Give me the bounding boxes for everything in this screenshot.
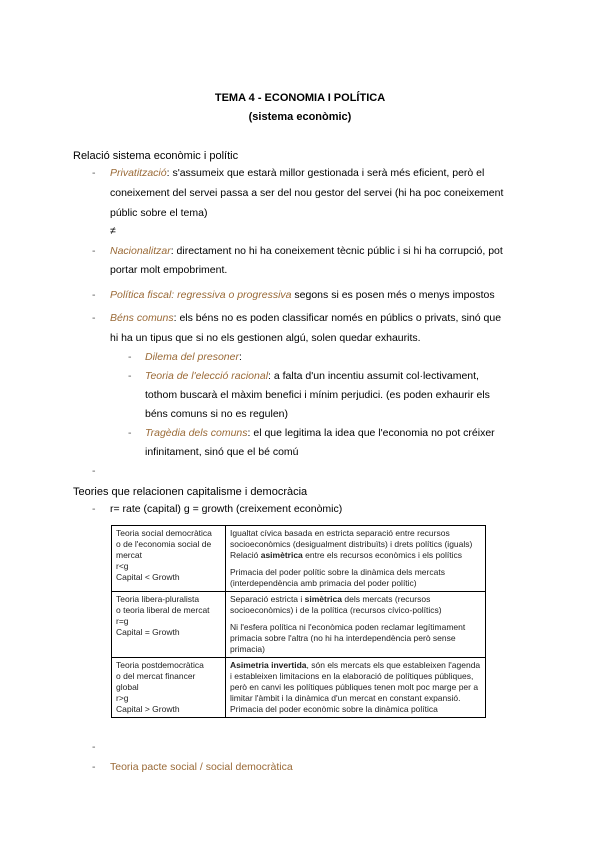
table-cell-theory bbox=[112, 592, 226, 658]
table-cell-description bbox=[226, 526, 486, 592]
sub-bullet-dash: - bbox=[128, 351, 132, 363]
table-row bbox=[112, 592, 486, 658]
term-politica-fiscal: Política fiscal: regressiva o progressiva bbox=[110, 289, 292, 301]
cell-text: dels mercats (recursos socioeconòmics) i de la política (recursos cívico-polítics) bbox=[230, 594, 442, 615]
page-title: TEMA 4 - ECONOMIA I POLÍTICA bbox=[214, 92, 386, 104]
cell-paragraph bbox=[230, 660, 481, 704]
cell-line: r<g bbox=[116, 561, 129, 571]
table-row bbox=[112, 658, 486, 718]
cell-line: o de l'economia social de bbox=[116, 539, 212, 549]
item-text-line: coneixement del servei passa a ser del nou gestor del servei (hi ha poc coneixement bbox=[110, 187, 504, 199]
list-item-privatitzacio bbox=[110, 163, 484, 183]
cell-paragraph: Ni l'esfera política ni l'econòmica poden reclamar legítimament primacia sobre l'altra (no hi ha interdependència però sense primacia) bbox=[230, 622, 466, 654]
cell-line: o teoria liberal de mercat bbox=[116, 605, 210, 615]
item-text: : el que legitima la idea que l'economia no pot créixer bbox=[247, 427, 495, 439]
cell-line: Teoria libera-pluralista bbox=[116, 594, 200, 604]
section-heading-teories: Teories que relacionen capitalisme i democràcia bbox=[73, 486, 308, 498]
term-dilema-presoner: Dilema del presoner bbox=[145, 351, 239, 363]
bullet-dash-empty: - bbox=[92, 465, 96, 477]
item-text: : a falta d'un incentiu assumit col·lectivament, bbox=[268, 370, 479, 382]
list-item-pacte-social: Teoria pacte social / social democràtica bbox=[110, 761, 293, 773]
list-item-nacionalitzar bbox=[110, 241, 503, 261]
item-text: : s'assumeix que estarà millor gestionada i serà més eficient, però el bbox=[166, 167, 485, 179]
cell-paragraph: Primacia del poder econòmic sobre la dinàmica política bbox=[230, 704, 438, 714]
cell-line: o del mercat financer bbox=[116, 671, 196, 681]
bullet-dash: - bbox=[92, 503, 96, 515]
cell-line: r>g bbox=[116, 693, 129, 703]
cell-line: r=g bbox=[116, 616, 129, 626]
cell-paragraph: Primacia del poder polític sobre la dinàmica dels mercats (interdependència amb primacia del poder polític) bbox=[230, 567, 445, 588]
bullet-dash: - bbox=[92, 741, 96, 753]
item-text-line: hi ha un tipus que si no els gestionen algú, solen quedar exhaurits. bbox=[110, 332, 421, 344]
cell-line: mercat bbox=[116, 550, 142, 560]
cell-text: Separació estricta i bbox=[230, 594, 305, 604]
item-text-line: portar molt empobriment. bbox=[110, 264, 228, 276]
table-cell-theory bbox=[112, 658, 226, 718]
term-nacionalitzar: Nacionalitzar bbox=[110, 245, 171, 257]
term-eleccio-racional: Teoria de l'elecció racional bbox=[145, 370, 269, 382]
table-cell-description bbox=[226, 592, 486, 658]
cell-line: Teoria social democràtica bbox=[116, 528, 212, 538]
item-text-line: tothom buscarà el màxim benefici i mínim perjudici. (es poden exhaurir els bbox=[145, 389, 490, 401]
item-text-line: béns comuns si no es regulen) bbox=[145, 408, 288, 420]
bullet-dash: - bbox=[92, 167, 96, 179]
list-item-politica-fiscal bbox=[110, 285, 495, 305]
table-cell-description bbox=[226, 658, 486, 718]
cell-text-bold: asimètrica bbox=[260, 550, 303, 560]
sub-bullet-dash: - bbox=[128, 427, 132, 439]
cell-line: global bbox=[116, 682, 139, 692]
cell-line: Capital < Growth bbox=[116, 572, 180, 582]
formula-line: r= rate (capital) g = growth (creixement econòmic) bbox=[110, 503, 343, 515]
sub-item-tragedia bbox=[145, 423, 495, 443]
cell-line: Capital > Growth bbox=[116, 704, 180, 714]
item-text-line: infinitament, sinó que el bé comú bbox=[145, 446, 299, 458]
bullet-dash: - bbox=[92, 245, 96, 257]
list-item-bens-comuns bbox=[110, 308, 501, 328]
cell-text: entre els recursos econòmics i els polítics bbox=[302, 550, 462, 560]
theories-table bbox=[111, 525, 486, 718]
cell-paragraph bbox=[230, 550, 481, 561]
page-subtitle: (sistema econòmic) bbox=[248, 111, 352, 123]
sub-item-eleccio-racional bbox=[145, 366, 479, 386]
section-heading-relacio: Relació sistema econòmic i polític bbox=[73, 150, 239, 162]
cell-text: Relació bbox=[230, 550, 261, 560]
term-tragedia-comuns: Tragèdia dels comuns bbox=[145, 427, 248, 439]
cell-text-bold: Asimetria invertida bbox=[230, 660, 307, 670]
not-equal-symbol: ≠ bbox=[110, 225, 116, 237]
cell-text-bold: simètrica bbox=[304, 594, 342, 604]
sub-bullet-dash: - bbox=[128, 370, 132, 382]
cell-line: Teoria postdemocràtica bbox=[116, 660, 204, 670]
term-bens-comuns: Béns comuns bbox=[110, 312, 174, 324]
item-text: : directament no hi ha coneixement tècnic públic i si hi ha corrupció, pot bbox=[170, 245, 503, 257]
cell-paragraph: Igualtat cívica basada en estricta separació entre recursos socioeconòmics (desigualment distribuïts) i drets polítics (iguals) bbox=[230, 528, 473, 549]
item-text: : els béns no es poden classificar només en públics o privats, sinó que bbox=[173, 312, 502, 324]
item-text: : bbox=[238, 351, 242, 363]
term-privatitzacio: Privatització bbox=[110, 167, 167, 179]
item-text-line: públic sobre el tema) bbox=[110, 207, 208, 219]
table-cell-theory bbox=[112, 526, 226, 592]
sub-item-dilema bbox=[145, 347, 242, 367]
bullet-dash: - bbox=[92, 289, 96, 301]
cell-line: Capital = Growth bbox=[116, 627, 180, 637]
table-row bbox=[112, 526, 486, 592]
cell-text: , són els mercats els que estableixen l'agenda i estableixen limitacions en la elaboració de polítiques públiques, però en canvi les polítiques públiques tenen molt poc marge per a limitar l'àmbit i la dinàmica d'un mercat en constant expansió. bbox=[230, 660, 481, 703]
cell-paragraph bbox=[230, 594, 481, 616]
clipped-text-line bbox=[107, 745, 487, 750]
bullet-dash: - bbox=[92, 312, 96, 324]
item-text: segons si es posen més o menys impostos bbox=[291, 289, 495, 301]
bullet-dash: - bbox=[92, 761, 96, 773]
